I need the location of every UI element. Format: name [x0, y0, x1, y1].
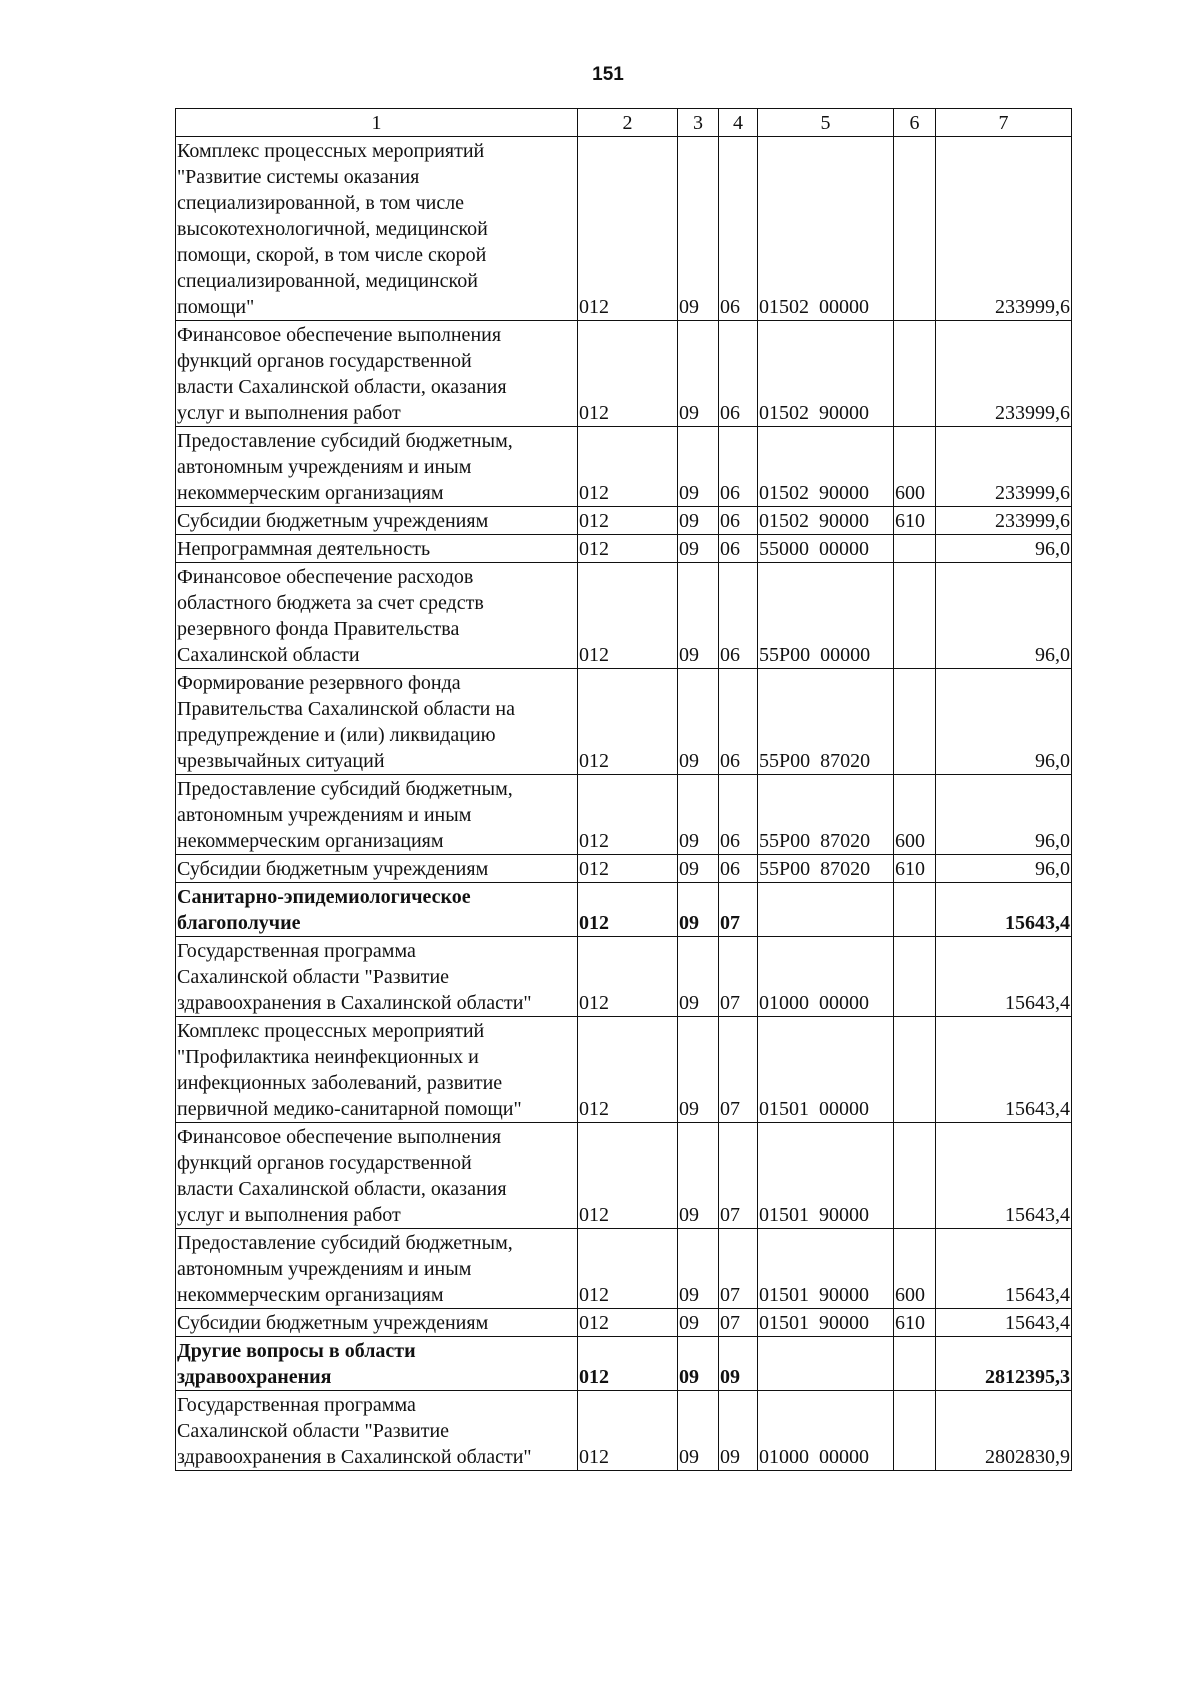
subsection-cell: 09 [719, 1391, 758, 1471]
target-article-cell: 55Р00 87020 [758, 669, 894, 775]
amount-cell: 233999,6 [936, 321, 1072, 427]
code-cell: 012 [578, 321, 678, 427]
section-cell: 09 [678, 1017, 719, 1123]
code-cell: 012 [578, 137, 678, 321]
table-row [176, 137, 1072, 321]
row-name-cell: Субсидии бюджетным учреждениям [176, 507, 578, 535]
code-cell: 012 [578, 1123, 678, 1229]
subsection-cell: 06 [719, 775, 758, 855]
subsection-cell: 06 [719, 507, 758, 535]
code-cell: 012 [578, 535, 678, 563]
table-row [176, 535, 1072, 563]
table-row [176, 321, 1072, 427]
expense-type-cell: 600 [894, 1229, 936, 1309]
target-article-cell: 01000 00000 [758, 937, 894, 1017]
table-row [176, 1229, 1072, 1309]
budget-table [175, 108, 1072, 1471]
amount-cell: 15643,4 [936, 937, 1072, 1017]
row-name-cell: Санитарно-эпидемиологическое благополучие [176, 883, 578, 937]
code-cell: 012 [578, 1309, 678, 1337]
subsection-cell: 06 [719, 669, 758, 775]
header-cell: 6 [894, 109, 936, 137]
expense-type-cell [894, 1391, 936, 1471]
section-cell: 09 [678, 137, 719, 321]
amount-cell: 2802830,9 [936, 1391, 1072, 1471]
header-cell: 7 [936, 109, 1072, 137]
code-cell: 012 [578, 427, 678, 507]
expense-type-cell [894, 937, 936, 1017]
header-cell: 2 [578, 109, 678, 137]
amount-cell: 15643,4 [936, 1229, 1072, 1309]
expense-type-cell [894, 137, 936, 321]
section-cell: 09 [678, 1123, 719, 1229]
header-cell: 4 [719, 109, 758, 137]
expense-type-cell [894, 883, 936, 937]
target-article-cell: 01502 90000 [758, 321, 894, 427]
row-name-cell: Другие вопросы в области здравоохранения [176, 1337, 578, 1391]
row-name-cell: Финансовое обеспечение выполнения функций органов государственной власти Сахалинской области, оказания услуг и выполнения работ [176, 1123, 578, 1229]
subsection-cell: 07 [719, 1123, 758, 1229]
expense-type-cell [894, 1017, 936, 1123]
subsection-cell: 07 [719, 1017, 758, 1123]
target-article-cell [758, 1337, 894, 1391]
subsection-cell: 09 [719, 1337, 758, 1391]
code-cell: 012 [578, 1391, 678, 1471]
table-row [176, 883, 1072, 937]
code-cell: 012 [578, 1229, 678, 1309]
row-name-cell: Непрограммная деятельность [176, 535, 578, 563]
code-cell: 012 [578, 563, 678, 669]
section-cell: 09 [678, 563, 719, 669]
amount-cell: 233999,6 [936, 507, 1072, 535]
subsection-cell: 06 [719, 855, 758, 883]
row-name-cell: Формирование резервного фонда Правительства Сахалинской области на предупреждение и (или) ликвидацию чрезвычайных ситуаций [176, 669, 578, 775]
row-name-cell: Комплекс процессных мероприятий "Профилактика неинфекционных и инфекционных заболеваний, развитие первичной медико-санитарной помощи" [176, 1017, 578, 1123]
amount-cell: 15643,4 [936, 1017, 1072, 1123]
code-cell: 012 [578, 937, 678, 1017]
amount-cell: 15643,4 [936, 1309, 1072, 1337]
expense-type-cell: 610 [894, 507, 936, 535]
expense-type-cell: 610 [894, 855, 936, 883]
code-cell: 012 [578, 1337, 678, 1391]
section-cell: 09 [678, 1309, 719, 1337]
page-number: 151 [592, 64, 624, 85]
amount-cell: 15643,4 [936, 883, 1072, 937]
target-article-cell: 01502 90000 [758, 427, 894, 507]
code-cell: 012 [578, 1017, 678, 1123]
row-name-cell: Государственная программа Сахалинской области "Развитие здравоохранения в Сахалинской области" [176, 1391, 578, 1471]
amount-cell: 96,0 [936, 563, 1072, 669]
table-row [176, 1123, 1072, 1229]
row-name-cell: Финансовое обеспечение выполнения функций органов государственной власти Сахалинской области, оказания услуг и выполнения работ [176, 321, 578, 427]
target-article-cell: 55Р00 87020 [758, 855, 894, 883]
expense-type-cell [894, 535, 936, 563]
target-article-cell: 01501 90000 [758, 1123, 894, 1229]
expense-type-cell [894, 321, 936, 427]
table-row [176, 563, 1072, 669]
table-row [176, 507, 1072, 535]
code-cell: 012 [578, 855, 678, 883]
header-cell: 3 [678, 109, 719, 137]
row-name-cell: Предоставление субсидий бюджетным, автономным учреждениям и иным некоммерческим организациям [176, 427, 578, 507]
target-article-cell: 01501 90000 [758, 1309, 894, 1337]
expense-type-cell [894, 563, 936, 669]
section-cell: 09 [678, 937, 719, 1017]
table-row [176, 427, 1072, 507]
expense-type-cell: 600 [894, 775, 936, 855]
expense-type-cell [894, 1337, 936, 1391]
amount-cell: 2812395,3 [936, 1337, 1072, 1391]
table-row [176, 775, 1072, 855]
amount-cell: 96,0 [936, 855, 1072, 883]
section-cell: 09 [678, 855, 719, 883]
expense-type-cell [894, 669, 936, 775]
section-cell: 09 [678, 883, 719, 937]
subsection-cell: 07 [719, 1229, 758, 1309]
row-name-cell: Финансовое обеспечение расходов областного бюджета за счет средств резервного фонда Правительства Сахалинской области [176, 563, 578, 669]
table-row [176, 1309, 1072, 1337]
subsection-cell: 06 [719, 321, 758, 427]
table-row [176, 1017, 1072, 1123]
table-row [176, 669, 1072, 775]
section-cell: 09 [678, 775, 719, 855]
target-article-cell: 01000 00000 [758, 1391, 894, 1471]
section-cell: 09 [678, 427, 719, 507]
amount-cell: 96,0 [936, 669, 1072, 775]
subsection-cell: 07 [719, 937, 758, 1017]
row-name-cell: Предоставление субсидий бюджетным, автономным учреждениям и иным некоммерческим организациям [176, 1229, 578, 1309]
row-name-cell: Государственная программа Сахалинской области "Развитие здравоохранения в Сахалинской области" [176, 937, 578, 1017]
row-name-cell: Предоставление субсидий бюджетным, автономным учреждениям и иным некоммерческим организациям [176, 775, 578, 855]
section-cell: 09 [678, 321, 719, 427]
section-cell: 09 [678, 1337, 719, 1391]
amount-cell: 96,0 [936, 535, 1072, 563]
amount-cell: 233999,6 [936, 137, 1072, 321]
subsection-cell: 07 [719, 883, 758, 937]
table-row [176, 1391, 1072, 1471]
subsection-cell: 06 [719, 563, 758, 669]
subsection-cell: 07 [719, 1309, 758, 1337]
row-name-cell: Субсидии бюджетным учреждениям [176, 855, 578, 883]
code-cell: 012 [578, 669, 678, 775]
expense-type-cell [894, 1123, 936, 1229]
subsection-cell: 06 [719, 535, 758, 563]
section-cell: 09 [678, 1229, 719, 1309]
row-name-cell: Комплекс процессных мероприятий "Развитие системы оказания специализированной, в том числе высокотехнологичной, медицинской помощи, скорой, в том числе скорой специализированной, медицинской помощи" [176, 137, 578, 321]
target-article-cell: 01502 00000 [758, 137, 894, 321]
section-cell: 09 [678, 535, 719, 563]
subsection-cell: 06 [719, 427, 758, 507]
expense-type-cell: 600 [894, 427, 936, 507]
section-cell: 09 [678, 1391, 719, 1471]
amount-cell: 96,0 [936, 775, 1072, 855]
code-cell: 012 [578, 883, 678, 937]
expense-type-cell: 610 [894, 1309, 936, 1337]
section-cell: 09 [678, 507, 719, 535]
target-article-cell [758, 883, 894, 937]
code-cell: 012 [578, 775, 678, 855]
table-row [176, 937, 1072, 1017]
table-row [176, 855, 1072, 883]
target-article-cell: 55Р00 87020 [758, 775, 894, 855]
header-row [176, 109, 1072, 137]
table-row [176, 1337, 1072, 1391]
target-article-cell: 01501 00000 [758, 1017, 894, 1123]
target-article-cell: 01502 90000 [758, 507, 894, 535]
target-article-cell: 55Р00 00000 [758, 563, 894, 669]
subsection-cell: 06 [719, 137, 758, 321]
amount-cell: 233999,6 [936, 427, 1072, 507]
row-name-cell: Субсидии бюджетным учреждениям [176, 1309, 578, 1337]
section-cell: 09 [678, 669, 719, 775]
header-cell: 1 [176, 109, 578, 137]
code-cell: 012 [578, 507, 678, 535]
target-article-cell: 01501 90000 [758, 1229, 894, 1309]
header-cell: 5 [758, 109, 894, 137]
target-article-cell: 55000 00000 [758, 535, 894, 563]
amount-cell: 15643,4 [936, 1123, 1072, 1229]
